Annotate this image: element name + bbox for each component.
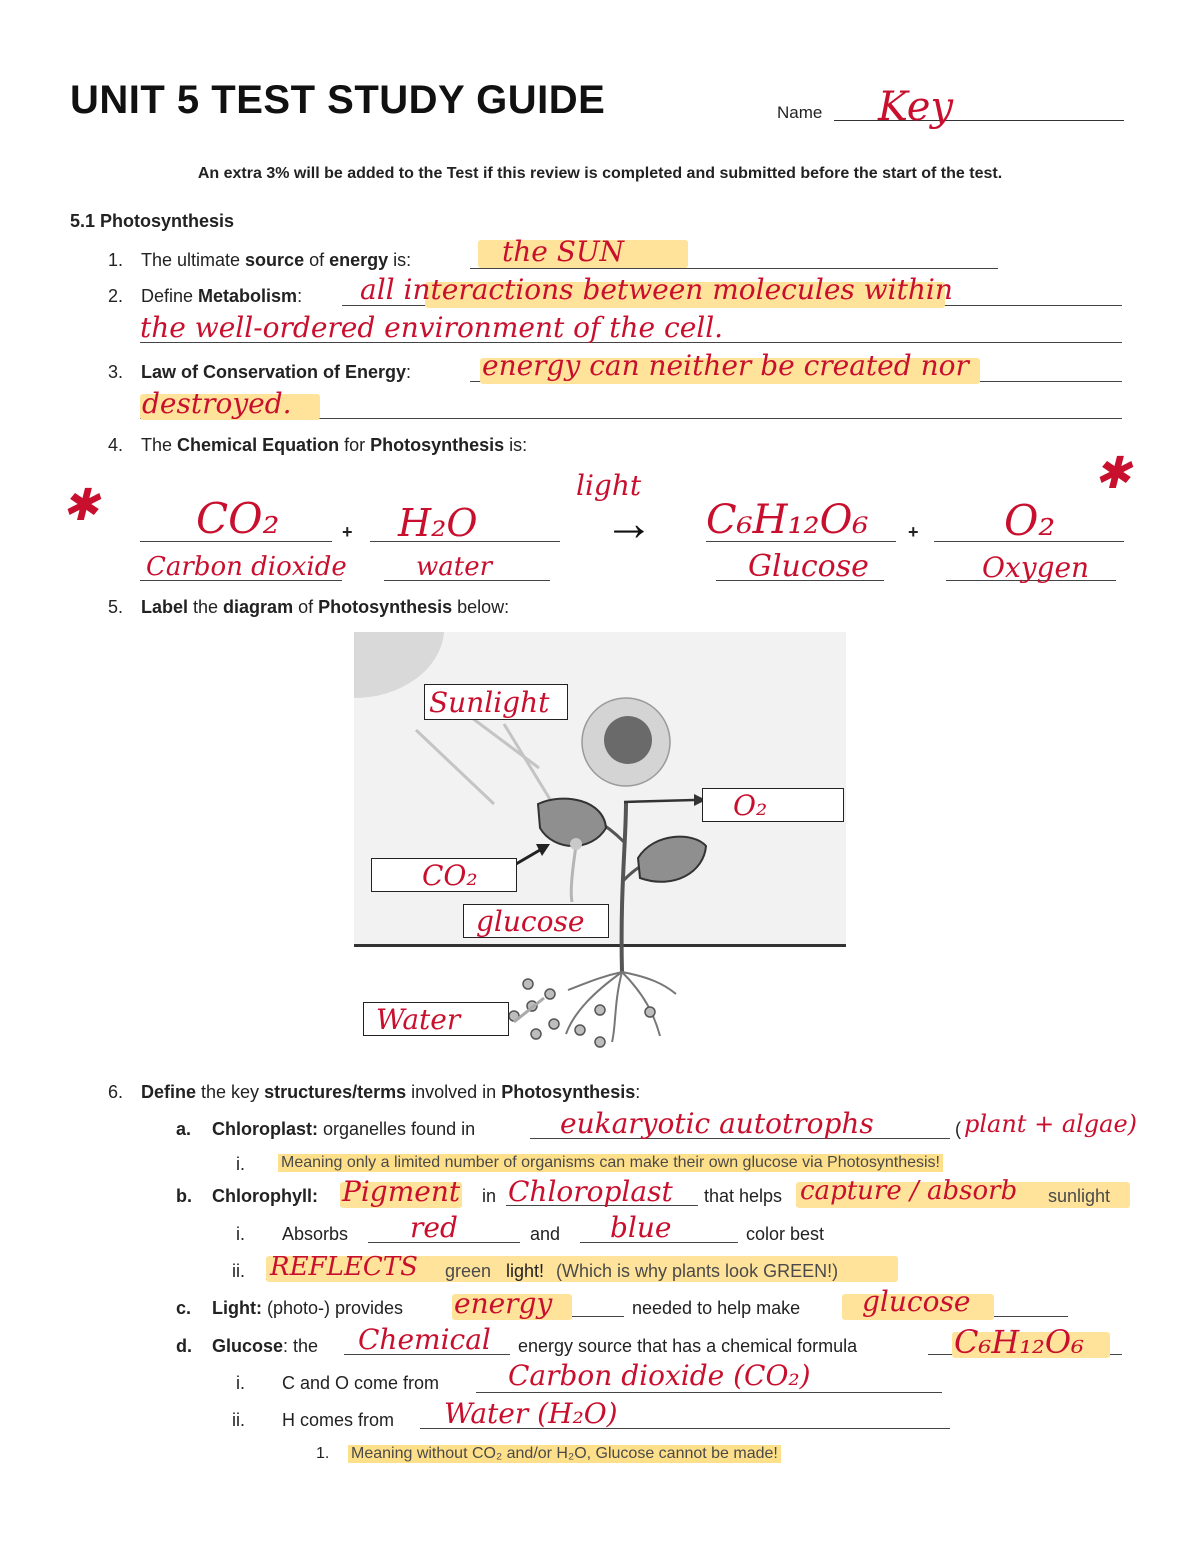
page-title: UNIT 5 TEST STUDY GUIDE	[70, 78, 606, 122]
photosynthesis-diagram	[354, 632, 846, 1054]
label-box-co2[interactable]: CO₂	[371, 858, 517, 892]
item-6b-i: i.	[236, 1224, 245, 1244]
item-6a-text: Chloroplast: organelles found in	[212, 1119, 476, 1139]
note-6d: Meaning without CO₂ and/or H₂O, Glucose cannot be made!	[348, 1445, 781, 1463]
text-6b-sunlight: sunlight	[1048, 1186, 1111, 1206]
eq-glucose: C₆H₁₂O₆	[706, 497, 869, 543]
eq-name-o2: Oxygen	[982, 551, 1090, 584]
answer-6d-1: Chemical	[358, 1323, 491, 1356]
answer-6d-i: Carbon dioxide (CO₂)	[508, 1359, 811, 1392]
item-6b-term: Chlorophyll:	[212, 1186, 318, 1206]
text-6d-mid: energy source that has a chemical formula	[518, 1336, 858, 1356]
answer-6d-ii: Water (H₂O)	[444, 1397, 618, 1430]
section-title: 5.1 Photosynthesis	[70, 211, 235, 231]
text-absorbs: Absorbs	[282, 1224, 349, 1244]
label-box-sunlight[interactable]: Sunlight	[424, 684, 568, 720]
item-6a-i: i.	[236, 1154, 245, 1174]
eq-co2: CO₂	[196, 494, 280, 543]
eq-name-glucose: Glucose	[748, 549, 869, 584]
item-6b-ii: ii.	[232, 1261, 245, 1281]
answer-q3-line1: energy can neither be created nor	[482, 349, 969, 382]
note-6b-ii: (Which is why plants look GREEN!)	[556, 1261, 839, 1281]
star-icon-left: ✱	[62, 480, 99, 531]
text-6c-mid: needed to help make	[632, 1298, 801, 1318]
answer-q3-line2: destroyed.	[142, 387, 292, 420]
item-6c: c.	[176, 1298, 192, 1318]
eq-o2: O₂	[1004, 496, 1056, 545]
note-6a: Meaning only a limited number of organisms can make their own glucose via Photosynthesis!	[278, 1154, 943, 1172]
text-6d-ii: H comes from	[282, 1410, 395, 1430]
item-6d-text: Glucose: the	[212, 1336, 319, 1356]
answer-6a: eukaryotic autotrophs	[560, 1107, 874, 1140]
item-6d-sub1: 1.	[316, 1445, 330, 1462]
extra-credit-note: An extra 3% will be added to the Test if this review is completed and submitted before the start of the test.	[197, 165, 1003, 182]
paren-6a: (	[955, 1119, 961, 1139]
answer-line-1[interactable]	[470, 268, 998, 269]
text-green: green	[445, 1261, 492, 1281]
answer-line-6d-i[interactable]	[476, 1392, 942, 1393]
answer-6c-2: glucose	[862, 1285, 971, 1318]
answer-6a-paren: plant + algae)	[964, 1110, 1138, 1138]
label-box-glucose[interactable]: glucose	[463, 904, 609, 938]
eq-name-co2: Carbon dioxide	[146, 552, 347, 582]
plus-sign-2: +	[908, 522, 919, 542]
text-and: and	[530, 1224, 561, 1244]
text-6d-i: C and O come from	[282, 1373, 440, 1393]
eq-light: light	[576, 469, 642, 502]
star-icon-right: ✱	[1094, 448, 1131, 499]
item-6c-text: Light: (photo-) provides	[212, 1298, 404, 1318]
name-value: Key	[878, 84, 954, 130]
text-6b-helps: that helps	[704, 1186, 783, 1206]
item-6d-ii: ii.	[232, 1410, 245, 1430]
answer-q2-line2: the well-ordered environment of the cell.	[140, 311, 724, 344]
item-6d: d.	[176, 1336, 192, 1356]
text-6b-in: in	[482, 1186, 497, 1206]
answer-6d-2: C₆H₁₂O₆	[954, 1323, 1084, 1361]
answer-6b-1: Pigment	[342, 1175, 461, 1208]
text-color-best: color best	[746, 1224, 825, 1244]
item-6b: b.	[176, 1186, 192, 1206]
plus-sign-1: +	[342, 522, 353, 542]
eq-name-h2o: water	[416, 552, 493, 582]
answer-6b-2: Chloroplast	[508, 1175, 673, 1208]
label-box-o2[interactable]: O₂	[702, 788, 844, 822]
item-6d-i: i.	[236, 1373, 245, 1393]
answer-6b-i-1: red	[410, 1211, 458, 1244]
answer-6c-1: energy	[454, 1287, 553, 1320]
answer-q1: the SUN	[502, 235, 625, 268]
name-label: Name	[777, 103, 823, 122]
text-light: light!	[506, 1261, 545, 1281]
eq-h2o: H₂O	[398, 501, 478, 545]
answer-6b-i-2: blue	[610, 1211, 672, 1244]
arrow-icon: →	[604, 495, 654, 551]
answer-q2-line1: all interactions between molecules within	[360, 273, 953, 306]
item-6a: a.	[176, 1119, 192, 1139]
answer-6b-ii: REFLECTS	[270, 1252, 418, 1282]
answer-6b-3: capture / absorb	[800, 1176, 1018, 1206]
label-box-water[interactable]: Water	[363, 1002, 509, 1036]
